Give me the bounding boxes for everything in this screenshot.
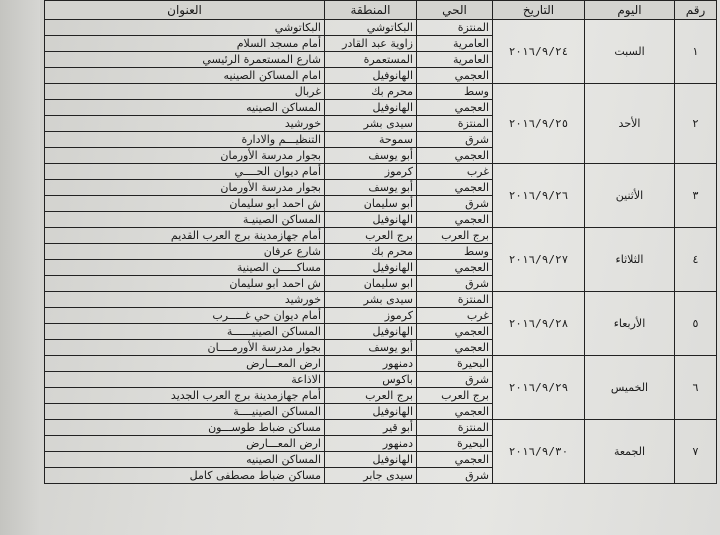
address-cell: الاذاعة [45, 372, 325, 388]
day-day-cell: السبت [585, 20, 675, 84]
area-cell: ابو سليمان [325, 276, 417, 292]
address-cell: أمام مسجد السلام [45, 36, 325, 52]
district-cell: البحيرة [417, 436, 493, 452]
area-cell: الهانوفيل [325, 212, 417, 228]
day-date-cell: ٢٠١٦/٩/٢٨ [493, 292, 585, 356]
area-cell: أبو يوسف [325, 180, 417, 196]
address-cell: أمام جهازمدينة برج العرب القديم [45, 228, 325, 244]
day-date-cell: ٢٠١٦/٩/٢٦ [493, 164, 585, 228]
address-cell: ارض المعـــارض [45, 356, 325, 372]
table-row [45, 84, 717, 100]
area-cell: أبو قير [325, 420, 417, 436]
page-margin [0, 0, 40, 535]
day-day-cell: الثلاثاء [585, 228, 675, 292]
district-cell: البحيرة [417, 356, 493, 372]
address-cell: المساكن الصينيه [45, 452, 325, 468]
district-cell: العجمي [417, 148, 493, 164]
area-cell: برج العرب [325, 388, 417, 404]
district-cell: المنتزة [417, 20, 493, 36]
day-num-cell: ٥ [675, 292, 717, 356]
district-cell: العجمي [417, 404, 493, 420]
address-cell: مساكـــــن الصينية [45, 260, 325, 276]
table-row [45, 228, 717, 244]
district-cell: العجمي [417, 260, 493, 276]
address-cell: خورشيد [45, 116, 325, 132]
header-address: العنوان [45, 1, 325, 20]
area-cell: كرموز [325, 308, 417, 324]
area-cell: الهانوفيل [325, 68, 417, 84]
area-cell: الهانوفيل [325, 452, 417, 468]
header-district: الحي [417, 1, 493, 20]
address-cell: ش احمد ابو سليمان [45, 276, 325, 292]
area-cell: أبو سليمان [325, 196, 417, 212]
district-cell: العجمي [417, 100, 493, 116]
table-row [45, 420, 717, 436]
district-cell: شرق [417, 276, 493, 292]
schedule-body [45, 20, 717, 484]
district-cell: شرق [417, 372, 493, 388]
address-cell: المساكن الصينيــــة [45, 404, 325, 420]
area-cell: سيدى بشر [325, 292, 417, 308]
address-cell: المساكن الصينيه [45, 100, 325, 116]
area-cell: سيدى جابر [325, 468, 417, 484]
table-row [45, 164, 717, 180]
header-row [45, 1, 717, 20]
address-cell: خورشيد [45, 292, 325, 308]
district-cell: غرب [417, 164, 493, 180]
district-cell: المنتزة [417, 420, 493, 436]
district-cell: شرق [417, 468, 493, 484]
address-cell: أمام ديوان الحــــي [45, 164, 325, 180]
header-area: المنطقة [325, 1, 417, 20]
area-cell: المستعمرة [325, 52, 417, 68]
table-row [45, 292, 717, 308]
area-cell: باكوس [325, 372, 417, 388]
address-cell: مساكن ضباط مصطفى كامل [45, 468, 325, 484]
district-cell: وسط [417, 244, 493, 260]
day-date-cell: ٢٠١٦/٩/٢٧ [493, 228, 585, 292]
header-day: اليوم [585, 1, 675, 20]
day-day-cell: الجمعة [585, 420, 675, 484]
day-date-cell: ٢٠١٦/٩/٣٠ [493, 420, 585, 484]
area-cell: الهانوفيل [325, 260, 417, 276]
area-cell: أبو يوسف [325, 340, 417, 356]
area-cell: سموحة [325, 132, 417, 148]
area-cell: الهانوفيل [325, 324, 417, 340]
district-cell: المنتزة [417, 292, 493, 308]
district-cell: برج العرب [417, 388, 493, 404]
day-date-cell: ٢٠١٦/٩/٢٩ [493, 356, 585, 420]
area-cell: برج العرب [325, 228, 417, 244]
area-cell: دمنهور [325, 436, 417, 452]
district-cell: المنتزة [417, 116, 493, 132]
address-cell: ارض المعـــارض [45, 436, 325, 452]
area-cell: أبو يوسف [325, 148, 417, 164]
district-cell: العجمي [417, 340, 493, 356]
day-num-cell: ٧ [675, 420, 717, 484]
district-cell: العجمي [417, 180, 493, 196]
address-cell: امام المساكن الصينيه [45, 68, 325, 84]
address-cell: مساكن ضباط طوســـون [45, 420, 325, 436]
address-cell: بجوار مدرسة الأورمان [45, 180, 325, 196]
district-cell: غرب [417, 308, 493, 324]
table-row [45, 356, 717, 372]
district-cell: العجمي [417, 324, 493, 340]
day-num-cell: ٤ [675, 228, 717, 292]
day-day-cell: الأربعاء [585, 292, 675, 356]
area-cell: كرموز [325, 164, 417, 180]
area-cell: دمنهور [325, 356, 417, 372]
district-cell: شرق [417, 132, 493, 148]
address-cell: ش احمد ابو سليمان [45, 196, 325, 212]
district-cell: شرق [417, 196, 493, 212]
header-date: التاريخ [493, 1, 585, 20]
district-cell: برج العرب [417, 228, 493, 244]
day-day-cell: الأحد [585, 84, 675, 164]
area-cell: البكاتوشي [325, 20, 417, 36]
day-day-cell: الأثنين [585, 164, 675, 228]
address-cell: التنظيـــم والادارة [45, 132, 325, 148]
day-day-cell: الخميس [585, 356, 675, 420]
address-cell: أمام جهازمدينة برج العرب الجديد [45, 388, 325, 404]
table-row [45, 20, 717, 36]
day-num-cell: ٢ [675, 84, 717, 164]
district-cell: وسط [417, 84, 493, 100]
address-cell: بجوار مدرسة الأورمان [45, 148, 325, 164]
day-num-cell: ٦ [675, 356, 717, 420]
day-date-cell: ٢٠١٦/٩/٢٤ [493, 20, 585, 84]
address-cell: المساكن الصينيــــــة [45, 324, 325, 340]
area-cell: سيدى بشر [325, 116, 417, 132]
address-cell: البكاتوشي [45, 20, 325, 36]
area-cell: الهانوفيل [325, 100, 417, 116]
district-cell: العجمي [417, 212, 493, 228]
area-cell: الهانوفيل [325, 404, 417, 420]
district-cell: العجمي [417, 452, 493, 468]
address-cell: شارع المستعمرة الرئيسي [45, 52, 325, 68]
address-cell: أمام ديوان حي غـــــرب [45, 308, 325, 324]
day-num-cell: ١ [675, 20, 717, 84]
district-cell: العامرية [417, 52, 493, 68]
area-cell: زاوية عبد القادر [325, 36, 417, 52]
area-cell: محرم بك [325, 244, 417, 260]
address-cell: غربال [45, 84, 325, 100]
address-cell: بجوار مدرسة الأورمــــان [45, 340, 325, 356]
district-cell: العجمي [417, 68, 493, 84]
area-cell: محرم بك [325, 84, 417, 100]
address-cell: المساكن الصينيـة [45, 212, 325, 228]
header-num: رقم [675, 1, 717, 20]
day-date-cell: ٢٠١٦/٩/٢٥ [493, 84, 585, 164]
day-num-cell: ٣ [675, 164, 717, 228]
address-cell: شارع عرفان [45, 244, 325, 260]
district-cell: العامرية [417, 36, 493, 52]
schedule-table [44, 0, 717, 484]
